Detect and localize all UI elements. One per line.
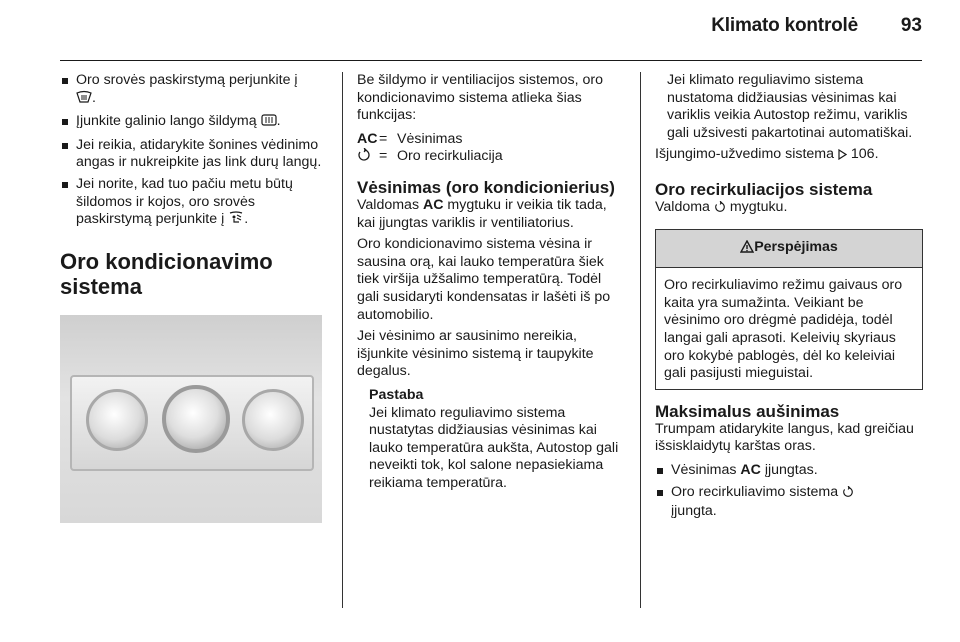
note-continuation [655, 72, 923, 142]
temperature-knob [86, 389, 148, 451]
cooling-paragraph-2: Oro kondicionavimo sistema vėsina ir sausina orą, kai lauko temperatūra šiek tiek viršija užšalimo temperatūrą. Todėl gali susidaryti kondensatas ir lašėti iš po automobilio. [357, 236, 611, 323]
recirculation-icon [842, 486, 854, 504]
recirculation-icon [714, 201, 726, 219]
windscreen-defrost-icon [76, 90, 92, 110]
column-divider-1 [342, 72, 343, 608]
warning-box [655, 229, 923, 390]
bullet-text-c: įjungtas. [760, 461, 818, 478]
bullet-text-a: Oro recirkuliavimo sistema [671, 483, 843, 500]
note-continuation-text: Jei klimato reguliavimo sistema nustatoma didžiausias vėsinimas kai variklis veikia Autostop režimu, variklis gali užsivesti pakartotinai automatiškai. [667, 72, 913, 141]
header-divider [60, 60, 922, 61]
cooling-paragraph-1 [357, 197, 627, 232]
cross-reference [655, 146, 923, 166]
middle-column [357, 72, 627, 492]
function-row [357, 148, 627, 168]
recirculation-heading: Oro recirkuliacijos sistema [655, 179, 873, 199]
page-header-title: Klimato kontrolė [711, 15, 858, 36]
bullet-text: Jei norite, kad tuo pačiu metu būtų šildomos ir kojos, oro srovės paskirstymą perjunkite į [76, 175, 293, 228]
reference-page: 106. [850, 146, 879, 163]
note-title: Pastaba [369, 386, 424, 403]
bullet-text: Oro srovės paskirstymą perjunkite į [76, 72, 298, 88]
warning-triangle-icon [740, 240, 754, 259]
list-item [60, 137, 330, 172]
max-cooling-paragraph: Trumpam atidarykite langus, kad greičiau išsisklaidytų karštas oras. [655, 420, 914, 455]
list-item [60, 113, 330, 133]
ac-label: AC [740, 461, 761, 478]
recirculation-paragraph [655, 199, 923, 219]
fan-speed-knob [162, 385, 230, 453]
recirculation-text-a: Valdoma [655, 198, 714, 215]
max-cooling-heading: Maksimalus aušinimas [655, 401, 840, 421]
reference-text: Išjungimo-užvedimo sistema [655, 146, 834, 163]
bullet-marker [657, 490, 663, 496]
bullet-marker [657, 468, 663, 474]
function-key: AC [357, 130, 378, 147]
note-text: Jei klimato reguliavimo sistema nustatytas didžiausias vėsinimas kai lauko temperatūra aukšta, Autostop gali neveikti tok, kol salone nepasiekiama reikiama temperatūra. [369, 404, 619, 491]
cooling-heading: Vėsinimas (oro kondicionierius) [357, 177, 615, 197]
function-equals: = [379, 148, 388, 165]
list-item [60, 176, 330, 231]
bullet-text: Jei reikia, atidarykite šonines vėdinimo angas ir nukreipkite jas link durų langų. [76, 136, 322, 171]
control-panel [70, 375, 314, 471]
windscreen-and-footwell-icon [228, 211, 244, 231]
cooling-text-b: mygtuku ir veikia tik tada, kai įjungtas variklis ir ventiliatorius. [357, 196, 607, 231]
bullet-marker [62, 78, 68, 84]
bullet-tail: . [276, 113, 281, 130]
bullet-marker [62, 119, 68, 125]
function-value: Oro recirkuliacija [397, 148, 503, 165]
ac-label: AC [422, 196, 444, 213]
left-column [60, 72, 330, 523]
function-row [357, 131, 627, 149]
bullet-tail: . [92, 89, 96, 106]
warning-header [656, 230, 922, 269]
bullet-text: Įjunkite galinio lango šildymą [76, 113, 257, 130]
function-equals: = [379, 130, 388, 147]
section-heading: Oro kondicionavimo sistema [60, 248, 273, 299]
climate-control-panel-photo [60, 315, 322, 523]
air-distribution-knob [242, 389, 304, 451]
recirculation-icon [357, 148, 379, 168]
warning-title: Perspėjimas [754, 238, 838, 255]
cooling-paragraph-3: Jei vėsinimo ar sausinimo nereikia, išjunkite vėsinimo sistemą ir taupykite degalus. [357, 328, 594, 380]
bullet-marker [62, 143, 68, 149]
function-list [357, 131, 627, 168]
column-divider-2 [640, 72, 641, 608]
page-number: 93 [900, 15, 922, 36]
bullet-marker [62, 182, 68, 188]
warning-text: Oro recirkuliavimo režimu gaivaus oro kaita yra sumažinta. Veikiant be vėsinimo oro drėgmė padidėja, todėl langai gali aprasoti. Keleivių skyriaus oro kokybė pablogės, dėl ko keleiviai gali pasijusti mieguistai. [664, 277, 903, 382]
function-value: Vėsinimas [397, 130, 463, 147]
recirculation-text-b: mygtuku. [725, 198, 788, 215]
bullet-text-c: įjungta. [671, 503, 717, 520]
intro-paragraph: Be šildymo ir ventiliacijos sistemos, oro kondicionavimo sistema atlieka šias funkcijas: [357, 72, 603, 124]
cooling-text-a: Valdomas [357, 196, 423, 213]
list-item [655, 462, 923, 480]
note-block [357, 387, 627, 493]
bullet-text-a: Vėsinimas [671, 461, 741, 478]
page-reference-icon [838, 148, 847, 166]
bullet-tail: . [244, 211, 249, 228]
list-item [655, 484, 923, 521]
rear-window-heating-icon [261, 113, 277, 133]
right-column [655, 72, 923, 525]
list-item [60, 72, 330, 109]
